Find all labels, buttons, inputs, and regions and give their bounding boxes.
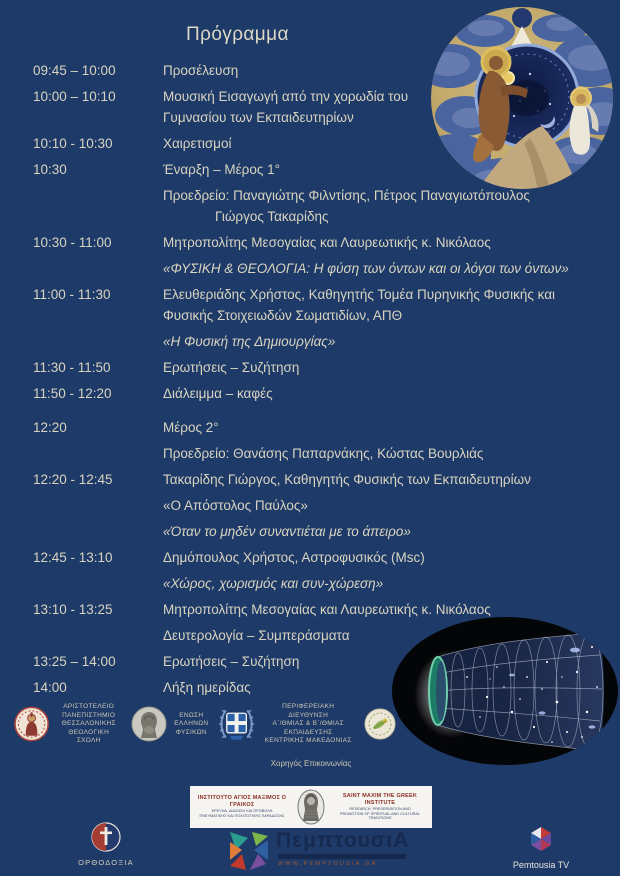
organizer-theology-school xyxy=(14,703,121,746)
pemptousia-url: WWW.PEMPTOUSIA.GR xyxy=(278,861,378,867)
event-text: «Όταν το μηδέν συναντιέται με το άπειρο» xyxy=(163,524,411,539)
event-text: Ελευθεριάδης Χρήστος, Καθηγητής Τομέα Πυρηνικής Φυσικής και xyxy=(163,287,555,302)
schedule-row xyxy=(33,495,608,516)
event-text: Μητροπολίτης Μεσογαίας και Λαυρεωτικής κ. Νικόλαος xyxy=(163,602,491,617)
organizer-logos xyxy=(14,703,406,746)
schedule-row xyxy=(33,677,608,698)
pemtousia-tv-logo xyxy=(493,826,589,870)
time-cell: 12:20 - 12:45 xyxy=(33,472,113,487)
event-cell xyxy=(163,284,608,326)
schedule-row xyxy=(33,284,608,326)
organizer-regional-education xyxy=(218,703,354,746)
event-cell xyxy=(163,625,608,646)
time-cell: 10:30 xyxy=(33,162,67,177)
sponsor-banner xyxy=(190,786,432,828)
pemptousia-wordmark: ΠεμπτουσιΑ xyxy=(276,829,410,852)
time-cell: 10:30 - 11:00 xyxy=(33,235,112,250)
schedule-row xyxy=(33,443,608,464)
event-cell xyxy=(163,417,608,438)
time-cell xyxy=(33,258,163,279)
schedule-row xyxy=(33,521,608,542)
event-text: Προεδρείο: Θανάσης Παπαρνάκης, Κώστας Βουρλιάς xyxy=(163,446,484,461)
schedule-row xyxy=(33,86,608,128)
event-cell xyxy=(163,547,608,568)
schedule-row xyxy=(33,625,608,646)
sponsor-greek-text: ΙΝΣΤΙΤΟΥΤΟ ΑΓΙΟΣ ΜΑΞΙΜΟΣ Ο ΓΡΑΙΚΟΣ ΕΡΕΥΝΑ, ΔΙΑΣΩΣΗ ΚΑΙ ΠΡΟΒΟΛΗ ΠΝΕΥΜΑΤΙΚΗΣ ΚΑΙ ΠΟΛΙΤΙΣΤΙΚΗΣ ΠΑΡΑΔΟΣΗΣ xyxy=(197,795,287,818)
event-cell xyxy=(163,443,608,464)
pemtousia-tv-cube-icon xyxy=(529,826,553,852)
schedule-row xyxy=(33,417,608,438)
caption-line: ΑΡΙΣΤΟΤΕΛΕΙΟ xyxy=(63,703,115,710)
organizer-caption xyxy=(174,712,208,738)
event-text: Φυσικής Στοιχειωδών Σωματιδίων, ΑΠΘ xyxy=(163,308,403,323)
event-cell xyxy=(163,185,608,227)
organizer-caption xyxy=(56,703,121,746)
event-text: Μουσική Εισαγωγή από την χορωδία του xyxy=(163,89,409,104)
event-cell xyxy=(163,232,608,253)
caption-line: ΕΝΩΣΗ xyxy=(179,711,204,719)
schedule-row xyxy=(33,599,608,620)
time-cell: 11:50 - 12:20 xyxy=(33,386,112,401)
event-cell xyxy=(163,383,608,404)
time-cell xyxy=(33,185,163,227)
theology-school-logo-icon xyxy=(14,706,49,742)
time-cell: 09:45 – 10:00 xyxy=(33,63,116,78)
schedule xyxy=(33,60,608,703)
event-text: Μέρος 2° xyxy=(163,420,219,435)
event-cell xyxy=(163,60,608,81)
event-text: «ΦΥΣΙΚΗ & ΘΕΟΛΟΓΙΑ: Η φύση των όντων και οι λόγοι των όντων» xyxy=(163,261,569,276)
caption-line: ΠΑΝΕΠΙΣΤΗΜΙΟ xyxy=(62,711,116,719)
time-cell xyxy=(33,331,163,352)
pemptousia-tagline-bar xyxy=(278,854,406,859)
schedule-row xyxy=(33,133,608,154)
event-cell xyxy=(163,599,608,620)
event-cell xyxy=(163,469,608,490)
time-cell: 13:10 - 13:25 xyxy=(33,602,113,617)
caption-line: ΦΥΣΙΚΩΝ xyxy=(175,728,207,736)
event-text: Τακαρίδης Γιώργος, Καθηγητής Φυσικής των Εκπαιδευτηρίων xyxy=(163,472,531,487)
pemptousia-text xyxy=(276,830,409,867)
time-cell xyxy=(33,521,163,542)
event-text: «Ο Απόστολος Παύλος» xyxy=(163,498,308,513)
event-text: Δημόπουλος Χρήστος, Αστροφυσικός (Msc) xyxy=(163,550,425,565)
school-seal-logo-icon xyxy=(364,708,396,740)
event-cell xyxy=(163,495,608,516)
schedule-row xyxy=(33,232,608,253)
event-cell xyxy=(163,133,608,154)
caption-line: ΚΕΝΤΡΙΚΗΣ ΜΑΚΕΔΟΝΙΑΣ xyxy=(264,737,352,744)
caption-line: ΕΚΠΑΙΔΕΥΣΗΣ xyxy=(283,728,333,736)
caption-line: ΘΕΟΛΟΓΙΚΗ ΣΧΟΛΗ xyxy=(68,728,110,744)
event-text: Δευτερολογία – Συμπεράσματα xyxy=(163,628,350,643)
time-cell xyxy=(33,443,163,464)
event-cell xyxy=(163,521,608,542)
schedule-row xyxy=(33,185,608,227)
orthodoxia-logo xyxy=(62,822,150,867)
pemtousia-tv-label: Pemtousia TV xyxy=(512,860,570,870)
pemptousia-logo xyxy=(228,830,409,872)
orthodoxia-cross-circle-icon xyxy=(91,822,121,852)
event-text: «Χώρος, χωρισμός και συν-χώρεση» xyxy=(163,576,384,591)
time-cell xyxy=(33,495,163,516)
orthodoxia-label: ΟΡΘΟΔΟΞΙΑ xyxy=(78,858,134,867)
event-cell xyxy=(163,357,608,378)
event-text: Ερωτήσεις – Συζήτηση xyxy=(163,654,300,669)
schedule-row xyxy=(33,469,608,490)
hellenic-physicists-union-logo-icon xyxy=(131,706,167,742)
monk-engraving-icon xyxy=(297,789,325,825)
schedule-row xyxy=(33,357,608,378)
schedule-row xyxy=(33,383,608,404)
event-cell xyxy=(163,651,608,672)
schedule-row xyxy=(33,573,608,594)
event-cell xyxy=(163,573,608,594)
event-text: Προσέλευση xyxy=(163,63,239,78)
time-cell xyxy=(33,625,163,646)
time-cell: 12:20 xyxy=(33,420,67,435)
schedule-row xyxy=(33,258,608,279)
caption-line: Α΄/ΘΜΙΑΣ & Β΄/ΘΜΙΑΣ xyxy=(272,720,344,727)
time-cell: 11:00 - 11:30 xyxy=(33,287,111,302)
organizer-school-seal xyxy=(364,708,396,740)
sponsor-heading: Χορηγός Επικοινωνίας xyxy=(270,759,352,768)
time-cell: 10:10 - 10:30 xyxy=(33,136,113,151)
time-cell: 12:45 - 13:10 xyxy=(33,550,113,565)
sponsor-english-text: SAINT MAXIM THE GREEK INSTITUTE RESEARCH, PRESERVATION AND PROMOTION OF SPIRITUAL AND CULTURAL TRADITIONS xyxy=(340,792,420,821)
page-title: Πρόγραμμα xyxy=(186,24,289,45)
caption-line: ΕΛΛΗΝΩΝ xyxy=(174,720,209,727)
event-text: Έναρξη – Μέρος 1° xyxy=(163,162,280,177)
event-text: Χαιρετισμοί xyxy=(163,136,232,151)
event-text: Λήξη ημερίδας xyxy=(163,680,251,695)
event-text: Ερωτήσεις – Συζήτηση xyxy=(163,360,300,375)
pemptousia-pinwheel-icon xyxy=(228,830,270,872)
event-cell xyxy=(163,86,608,128)
event-text: Γυμνασίου των Εκπαιδευτηρίων xyxy=(163,110,354,125)
caption-line: ΠΕΡΙΦΕΡΕΙΑΚΗ ΔΙΕΥΘΥΝΣΗ xyxy=(282,703,335,719)
event-text: Γιώργος Τακαρίδης xyxy=(215,209,329,224)
schedule-row xyxy=(33,159,608,180)
caption-line: ΘΕΣΣΑΛΟΝΙΚΗΣ xyxy=(61,720,116,727)
time-cell: 14:00 xyxy=(33,680,67,695)
schedule-row xyxy=(33,60,608,81)
organizer-caption xyxy=(262,703,354,746)
time-cell: 10:00 – 10:10 xyxy=(33,89,116,104)
event-cell xyxy=(163,159,608,180)
event-text: Διάλειμμα – καφές xyxy=(163,386,273,401)
organizer-physicists-union xyxy=(131,706,208,742)
schedule-row xyxy=(33,331,608,352)
schedule-row xyxy=(33,547,608,568)
event-cell xyxy=(163,258,608,279)
schedule-row xyxy=(33,651,608,672)
event-text: Μητροπολίτης Μεσογαίας και Λαυρεωτικής κ. Νικόλαος xyxy=(163,235,491,250)
time-cell: 13:25 – 14:00 xyxy=(33,654,116,669)
event-cell xyxy=(163,331,608,352)
event-cell xyxy=(163,677,608,698)
time-cell xyxy=(33,573,163,594)
regional-education-directorate-logo-icon xyxy=(218,704,255,744)
event-text: Προεδρείο: Παναγιώτης Φιλντίσης, Πέτρος Παναγιωτόπουλος xyxy=(163,188,530,203)
time-cell: 11:30 - 11:50 xyxy=(33,360,111,375)
event-text: «Η Φυσική της Δημιουργίας» xyxy=(163,334,336,349)
